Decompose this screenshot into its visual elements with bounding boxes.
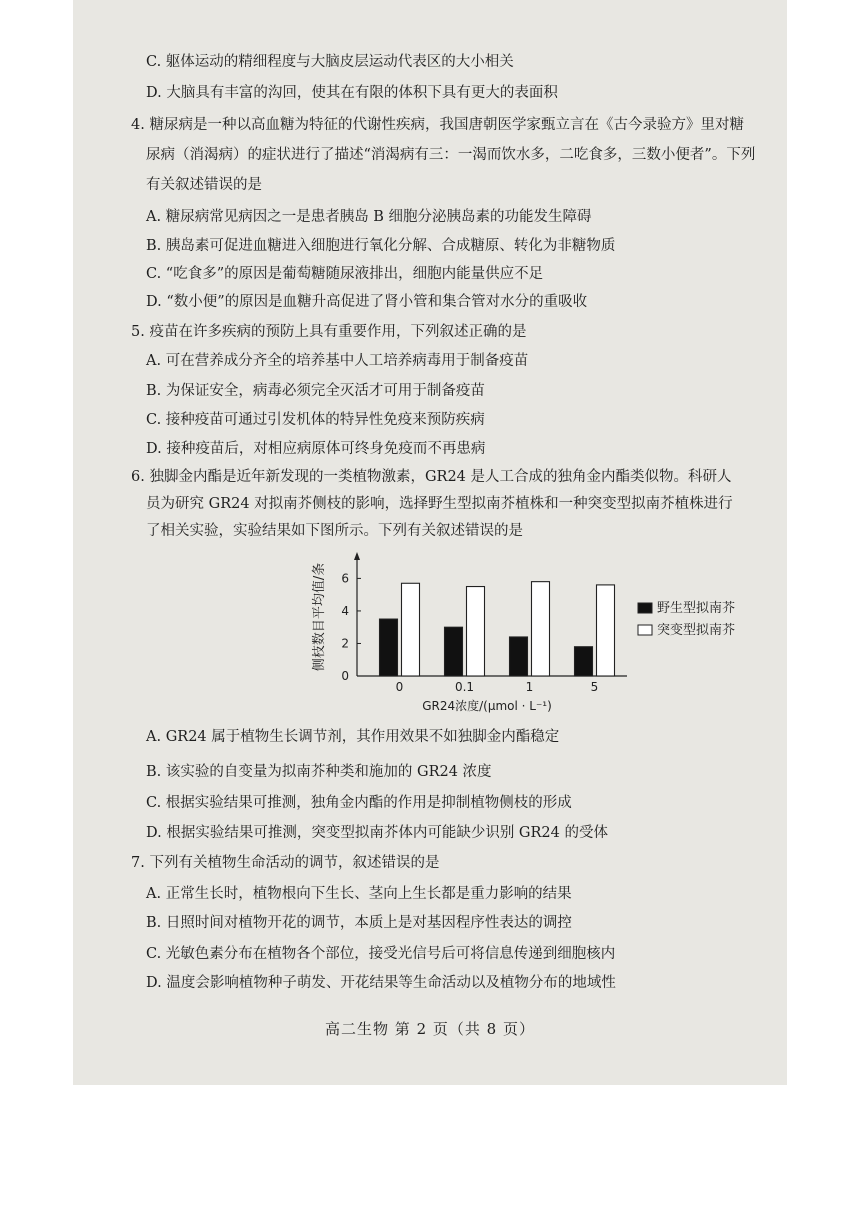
bar-mutant — [402, 583, 420, 676]
q6-option-a: A. GR24 属于植物生长调节剂，其作用效果不如独脚金内酯稳定 — [146, 729, 560, 745]
bar-mutant — [467, 587, 485, 676]
q7-option-b: B. 日照时间对植物开花的调节，本质上是对基因程序性表达的调控 — [146, 915, 572, 931]
q6-option-b: B. 该实验的自变量为拟南芥种类和施加的 GR24 浓度 — [146, 764, 492, 780]
q4-option-b: B. 胰岛素可促进血糖进入细胞进行氧化分解、合成糖原、转化为非糖物质 — [146, 238, 616, 254]
bar-chart — [243, 540, 736, 720]
q7-option-d: D. 温度会影响植物种子萌发、开花结果等生命活动以及植物分布的地域性 — [146, 975, 616, 991]
x-tick-label: 0 — [395, 680, 404, 694]
q6-stem-line2: 员为研究 GR24 对拟南芥侧枝的影响，选择野生型拟南芥植株和一种突变型拟南芥植株进行 — [146, 496, 733, 512]
q5-option-b: B. 为保证安全，病毒必须完全灭活才可用于制备疫苗 — [146, 383, 485, 399]
q5-stem: 5. 疫苗在许多疾病的预防上具有重要作用，下列叙述正确的是 — [131, 324, 527, 340]
q6-option-c: C. 根据实验结果可推测，独角金内酯的作用是抑制植物侧枝的形成 — [146, 795, 572, 811]
q4-option-a: A. 糖尿病常见病因之一是患者胰岛 B 细胞分泌胰岛素的功能发生障碍 — [146, 209, 592, 225]
x-tick-label: 1 — [525, 680, 534, 694]
y-tick-label: 2 — [341, 636, 349, 651]
q5-option-a: A. 可在营养成分齐全的培养基中人工培养病毒用于制备疫苗 — [146, 353, 529, 369]
exam-page — [73, 0, 787, 1085]
q3-option-c: C. 躯体运动的精细程度与大脑皮层运动代表区的大小相关 — [146, 54, 514, 70]
q4-option-d: D. “数小便”的原因是血糖升高促进了肾小管和集合管对水分的重吸收 — [146, 294, 588, 310]
q6-stem-line1: 6. 独脚金内酯是近年新发现的一类植物激素，GR24 是人工合成的独角金内酯类似物。科研人 — [131, 469, 732, 485]
legend-swatch — [638, 625, 652, 635]
legend-swatch — [638, 603, 652, 613]
q7-option-a: A. 正常生长时，植物根向下生长、茎向上生长都是重力影响的结果 — [146, 886, 572, 902]
bar-wildtype — [380, 619, 398, 676]
q6-stem-line3: 了相关实验，实验结果如下图所示。下列有关叙述错误的是 — [146, 523, 523, 539]
q3-option-d: D. 大脑具有丰富的沟回，使其在有限的体积下具有更大的表面积 — [146, 85, 558, 101]
bar-mutant — [532, 582, 550, 676]
q7-stem: 7. 下列有关植物生命活动的调节，叙述错误的是 — [131, 855, 440, 871]
y-tick-label: 4 — [341, 603, 349, 618]
q4-stem-line3: 有关叙述错误的是 — [146, 177, 262, 193]
x-axis-label: GR24浓度/(μmol · L⁻¹) — [422, 699, 552, 713]
q7-option-c: C. 光敏色素分布在植物各个部位，接受光信号后可将信息传递到细胞核内 — [146, 946, 616, 962]
y-axis-label: 侧枝数目平均值/条 — [312, 562, 327, 672]
y-tick-label: 0 — [341, 669, 349, 683]
x-tick-label: 0.1 — [454, 680, 475, 694]
page-footer: 高二生物 第 2 页（共 8 页） — [325, 1020, 535, 1038]
legend-label: 野生型拟南芥 — [657, 601, 736, 616]
q4-stem-line1: 4. 糖尿病是一种以高血糖为特征的代谢性疾病，我国唐朝医学家甄立言在《古今录验方》里对糖 — [131, 117, 744, 133]
q5-option-d: D. 接种疫苗后，对相应病原体可终身免疫而不再患病 — [146, 441, 486, 457]
y-tick-label: 6 — [341, 571, 349, 586]
bar-mutant — [597, 585, 615, 676]
bar-wildtype — [575, 647, 593, 676]
q4-stem-line2: 尿病（消渴病）的症状进行了描述“消渴病有三：一渴而饮水多，二吃食多，三数小便者”。下列 — [146, 147, 756, 163]
q4-option-c: C. “吃食多”的原因是葡萄糖随尿液排出，细胞内能量供应不足 — [146, 266, 544, 282]
bar-wildtype — [510, 637, 528, 676]
q5-option-c: C. 接种疫苗可通过引发机体的特异性免疫来预防疾病 — [146, 412, 485, 428]
legend-label: 突变型拟南芥 — [657, 623, 736, 638]
bar-wildtype — [445, 627, 463, 676]
x-tick-label: 5 — [590, 680, 599, 694]
q6-option-d: D. 根据实验结果可推测，突变型拟南芥体内可能缺少识别 GR24 的受体 — [146, 825, 608, 841]
y-axis-arrow — [354, 552, 360, 560]
